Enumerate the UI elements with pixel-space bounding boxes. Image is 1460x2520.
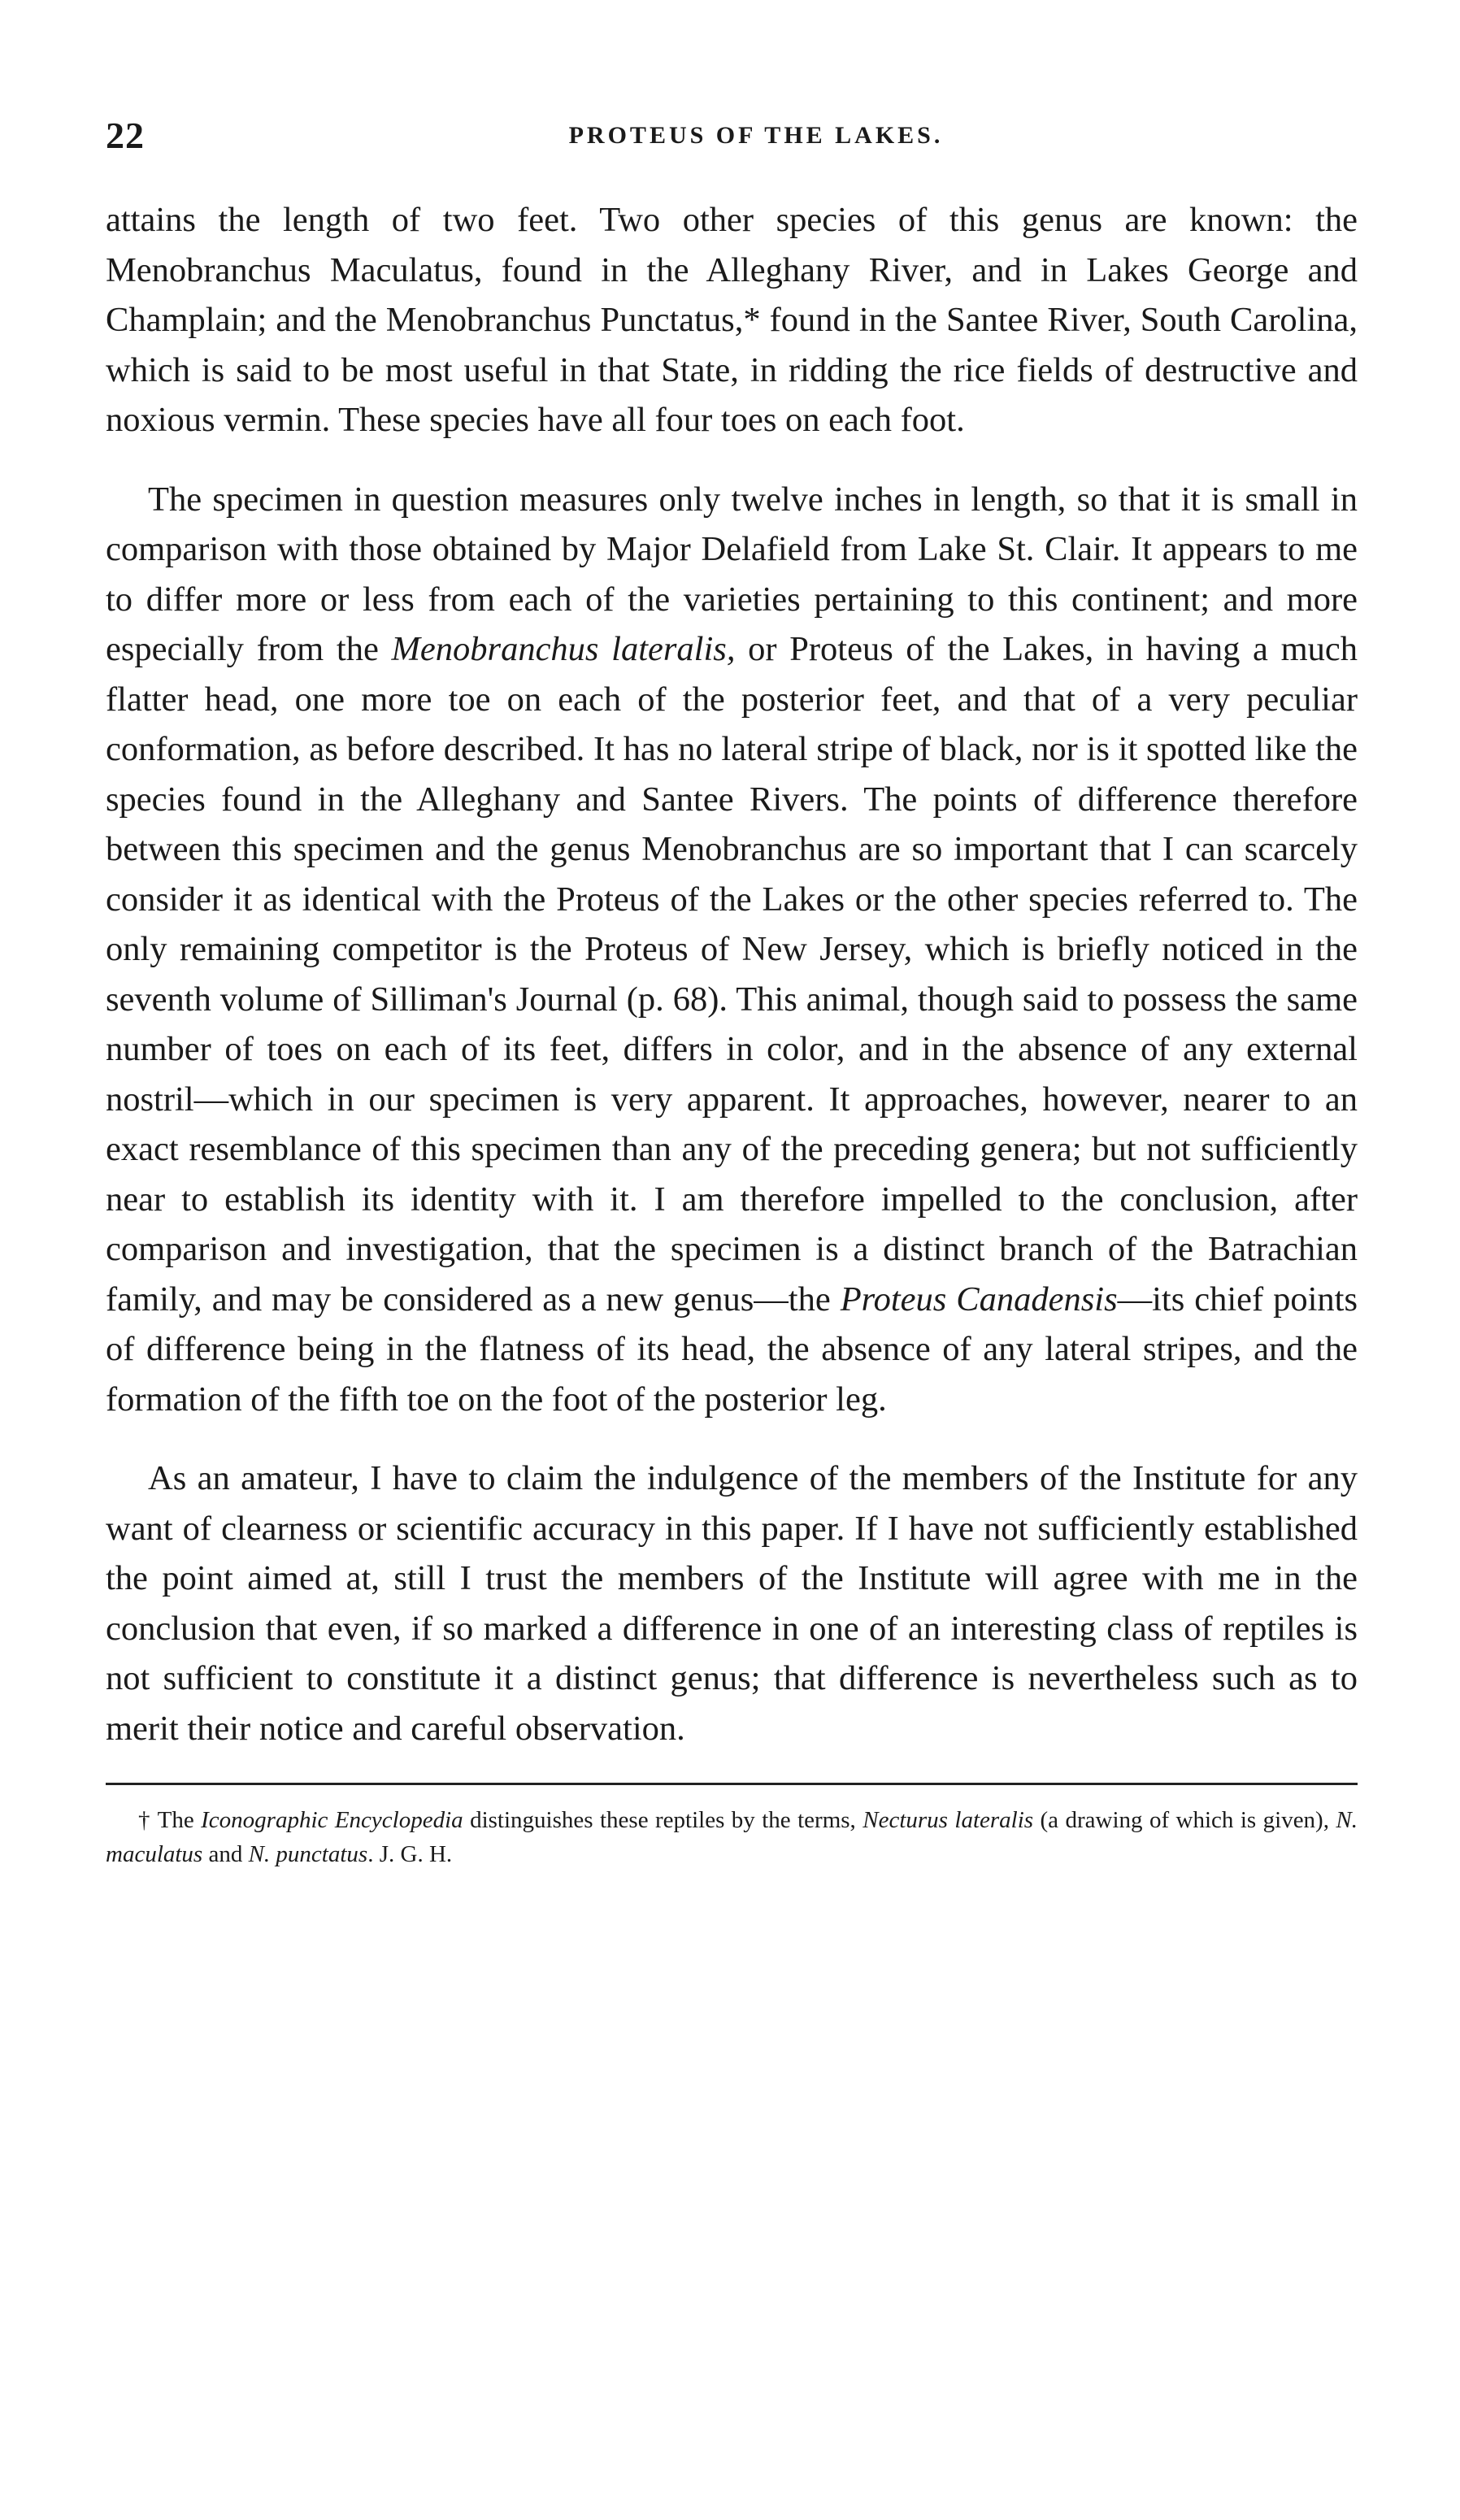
- body-text: [106, 195, 1358, 1753]
- paragraph-2: [106, 475, 1358, 1425]
- paragraph-2-text-b: or Proteus of the Lakes, in having a much flatter head, one more toe on each of the posterior feet, and that of a very peculiar conformation, as before described. It has no lateral stripe of black, nor is it spotted like the species found in the Alleghany and Santee Rivers. The points of difference therefore between this specimen and the genus Menobranchus are so important that I can scarcely consider it as identical with the Proteus of the Lakes or the other species referred to. The only remaining competitor is the Proteus of New Jersey, which is briefly noticed in the seventh volume of Silliman's Journal (p. 68). This animal, though said to possess the same number of toes on each of its feet, differs in color, and in the absence of any external nostril—which in our specimen is very apparent. It approaches, however, nearer to an exact resemblance of this specimen than any of the preceding genera; but not sufficiently near to establish its identity with it. I am therefore impelled to the conclusion, after comparison and investigation, that the specimen is a distinct branch of the Batrachian family, and may be considered as a new genus—the: [106, 630, 1358, 1319]
- footnote-species-lateralis: Necturus lateralis: [863, 1807, 1034, 1833]
- footnote-text-c: (a drawing of which is given),: [1033, 1807, 1336, 1833]
- paragraph-1: [106, 195, 1358, 445]
- paragraph-2-text-c: —its chief points of difference being in the flatness of its head, the absence of any lateral stripes, and the formation of the fifth toe on the foot of the posterior leg.: [106, 1280, 1358, 1419]
- paragraph-3-text: As an amateur, I have to claim the indulgence of the members of the Institute for any want of clearness or scientific accuracy in this paper. If I have not sufficiently established the point aimed at, still I trust the members of the Institute will agree with me in the conclusion that even, if so marked a difference in one of an interesting class of reptiles is not sufficient to constitute it a distinct genus; that difference is nevertheless such as to merit their notice and careful observation.: [106, 1459, 1358, 1748]
- footnote-text-e: . J. G. H.: [367, 1841, 453, 1867]
- running-head: [106, 114, 1358, 163]
- footnote-encyclopedia-title: Iconographic Encyclopedia: [201, 1807, 463, 1833]
- species-name-proteus-canadensis: Proteus Canadensis: [840, 1280, 1118, 1319]
- book-page: [106, 114, 1358, 1871]
- footnote-species-punctatus: N. punctatus: [248, 1841, 368, 1867]
- species-name-menobranchus-lateralis: Menobranchus lateralis,: [391, 630, 736, 668]
- page-number: 22: [106, 115, 145, 156]
- footnote: [106, 1803, 1358, 1871]
- footnote-divider: [106, 1783, 1358, 1785]
- paragraph-3: [106, 1453, 1358, 1753]
- footnote-text-d: and: [202, 1841, 249, 1867]
- footnote-text-a: † The: [138, 1807, 202, 1833]
- paragraph-2-text-a: The specimen in question measures only twelve inches in length, so that it is small in comparison with those obtained by Major Delafield from Lake St. Clair. It appears to me to differ more or less from each of the varieties pertaining to this continent; and more especially from the: [106, 480, 1358, 668]
- running-title: PROTEUS OF THE LAKES.: [568, 122, 944, 149]
- paragraph-1-text: attains the length of two feet. Two other species of this genus are known: the Menobranchus Maculatus, found in the Alleghany River, and in Lakes George and Champlain; and the Menobranchus Punctatus,* found in the Santee River, South Carolina, which is said to be most useful in that State, in ridding the rice fields of destructive and noxious vermin. These species have all four toes on each foot.: [106, 201, 1358, 439]
- footnote-text-b: distinguishes these reptiles by the terms,: [463, 1807, 863, 1833]
- footnote-species-maculatus: N. maculatus: [106, 1807, 1358, 1867]
